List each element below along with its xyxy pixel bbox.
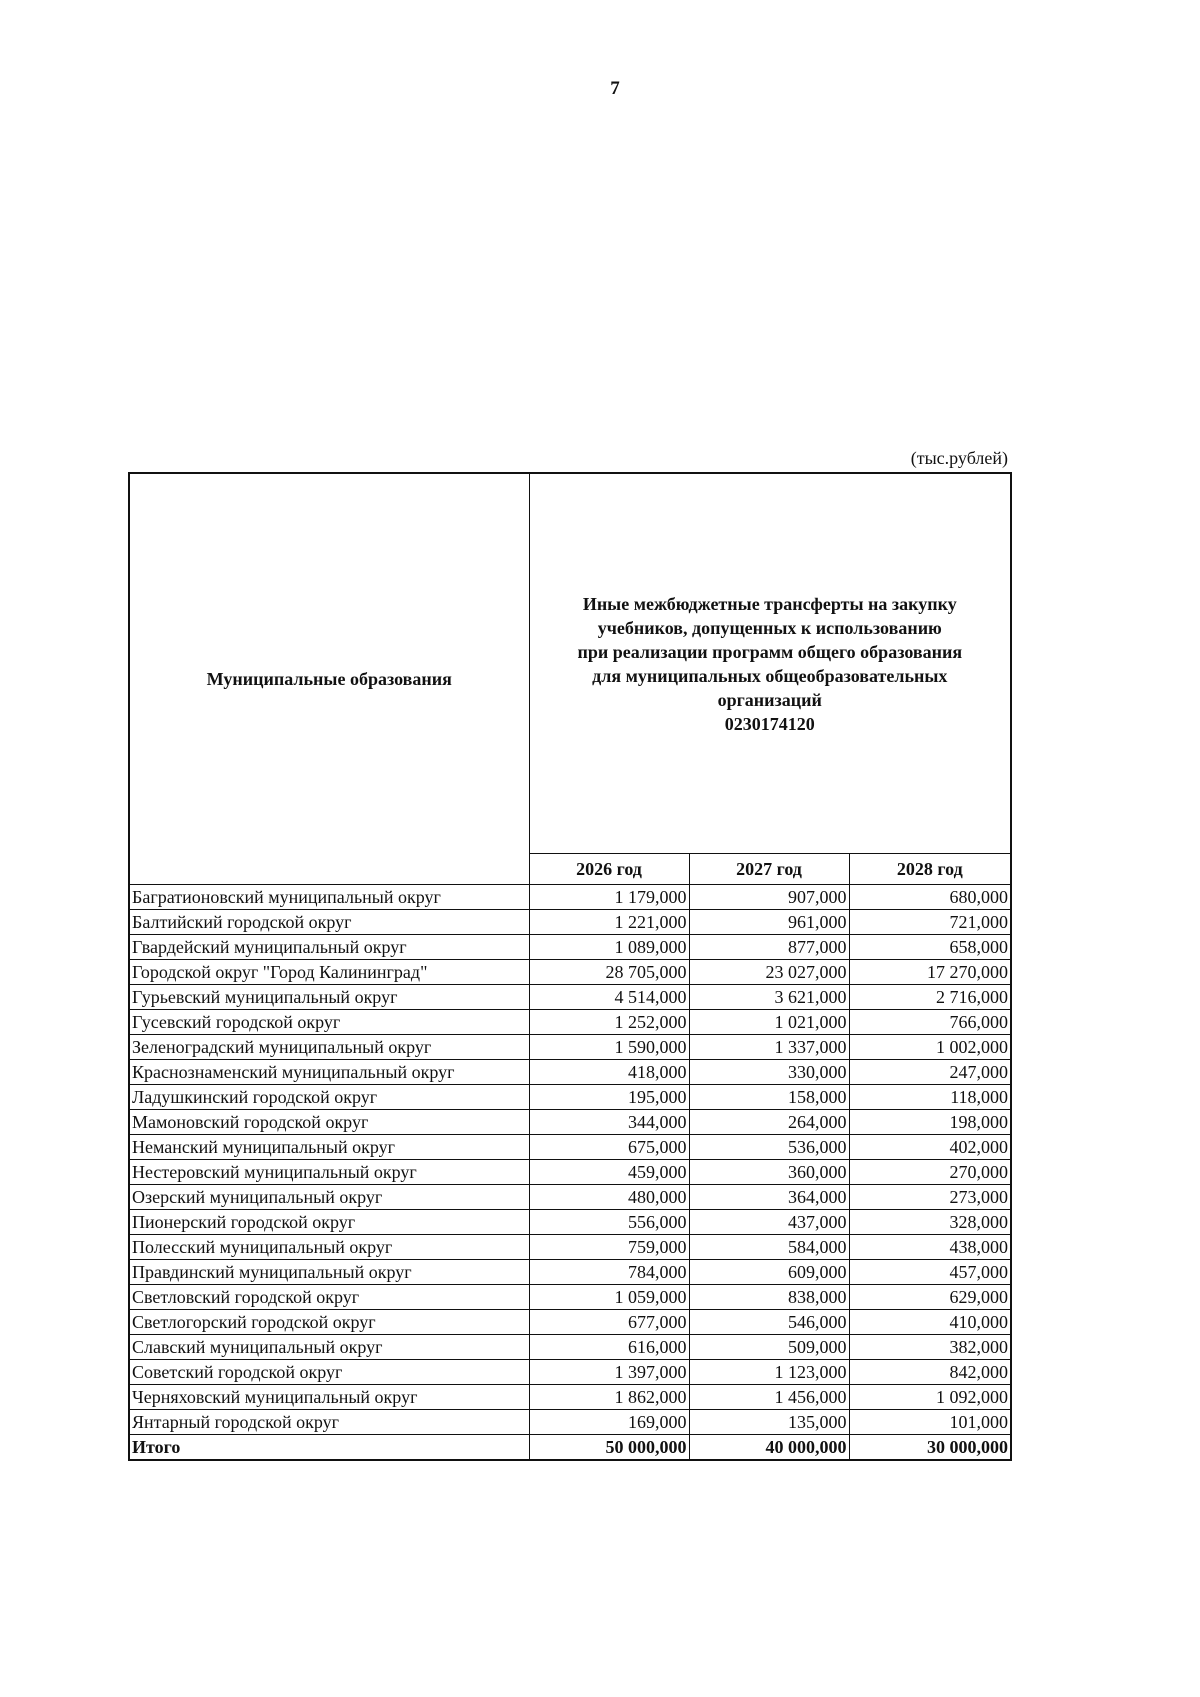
value-2027: 961,000 (689, 910, 849, 935)
transfer-header-line: Иные межбюджетные трансферты на закупку (582, 593, 957, 614)
value-2028: 766,000 (849, 1010, 1011, 1035)
table-row (129, 1060, 1011, 1085)
value-2026: 784,000 (529, 1260, 689, 1285)
table-row (129, 1160, 1011, 1185)
table-row (129, 1235, 1011, 1260)
transfer-header-line: учебников, допущенных к использованию (597, 617, 942, 638)
municipality-name: Черняховский муниципальный округ (129, 1385, 529, 1410)
total-2028: 30 000,000 (849, 1435, 1011, 1461)
table-row (129, 985, 1011, 1010)
value-2026: 1 397,000 (529, 1360, 689, 1385)
value-2027: 536,000 (689, 1135, 849, 1160)
table-row (129, 1085, 1011, 1110)
value-2027: 877,000 (689, 935, 849, 960)
value-2028: 1 002,000 (849, 1035, 1011, 1060)
value-2027: 584,000 (689, 1235, 849, 1260)
value-2027: 1 456,000 (689, 1385, 849, 1410)
value-2026: 759,000 (529, 1235, 689, 1260)
table-row (129, 1110, 1011, 1135)
value-2026: 195,000 (529, 1085, 689, 1110)
value-2026: 418,000 (529, 1060, 689, 1085)
value-2026: 677,000 (529, 1310, 689, 1335)
value-2028: 680,000 (849, 885, 1011, 910)
table-row (129, 1010, 1011, 1035)
value-2028: 629,000 (849, 1285, 1011, 1310)
municipality-name: Балтийский городской округ (129, 910, 529, 935)
municipality-name: Янтарный городской округ (129, 1410, 529, 1435)
table-row (129, 1035, 1011, 1060)
budget-code: 0230174120 (724, 713, 815, 734)
year-header-2027: 2027 год (689, 854, 849, 885)
value-2026: 4 514,000 (529, 985, 689, 1010)
page-number: 7 (610, 78, 620, 99)
value-2026: 169,000 (529, 1410, 689, 1435)
year-header-2026: 2026 год (529, 854, 689, 885)
municipality-header: Муниципальные образования (129, 473, 529, 885)
table-row (129, 1135, 1011, 1160)
value-2027: 609,000 (689, 1260, 849, 1285)
value-2028: 721,000 (849, 910, 1011, 935)
value-2027: 907,000 (689, 885, 849, 910)
value-2026: 344,000 (529, 1110, 689, 1135)
municipality-name: Гусевский городской округ (129, 1010, 529, 1035)
transfer-header-line: для муниципальных общеобразовательных (592, 665, 948, 686)
value-2028: 101,000 (849, 1410, 1011, 1435)
value-2028: 270,000 (849, 1160, 1011, 1185)
value-2028: 2 716,000 (849, 985, 1011, 1010)
table-row (129, 1360, 1011, 1385)
value-2027: 1 337,000 (689, 1035, 849, 1060)
table-row (129, 960, 1011, 985)
value-2028: 118,000 (849, 1085, 1011, 1110)
value-2027: 158,000 (689, 1085, 849, 1110)
municipality-name: Городской округ "Город Калининград" (129, 960, 529, 985)
value-2026: 459,000 (529, 1160, 689, 1185)
value-2027: 838,000 (689, 1285, 849, 1310)
value-2026: 556,000 (529, 1210, 689, 1235)
value-2026: 1 179,000 (529, 885, 689, 910)
value-2028: 382,000 (849, 1335, 1011, 1360)
value-2026: 1 252,000 (529, 1010, 689, 1035)
value-2027: 1 021,000 (689, 1010, 849, 1035)
value-2028: 402,000 (849, 1135, 1011, 1160)
value-2028: 1 092,000 (849, 1385, 1011, 1410)
transfer-header (529, 473, 1011, 854)
municipality-name: Славский муниципальный округ (129, 1335, 529, 1360)
total-row (129, 1435, 1011, 1461)
total-label: Итого (129, 1435, 529, 1461)
value-2026: 1 089,000 (529, 935, 689, 960)
municipality-name: Гвардейский муниципальный округ (129, 935, 529, 960)
total-2026: 50 000,000 (529, 1435, 689, 1461)
table-row (129, 885, 1011, 910)
municipality-name: Нестеровский муниципальный округ (129, 1160, 529, 1185)
value-2028: 198,000 (849, 1110, 1011, 1135)
value-2026: 480,000 (529, 1185, 689, 1210)
table-row (129, 1185, 1011, 1210)
value-2027: 3 621,000 (689, 985, 849, 1010)
value-2026: 28 705,000 (529, 960, 689, 985)
year-header-2028: 2028 год (849, 854, 1011, 885)
value-2026: 1 221,000 (529, 910, 689, 935)
value-2027: 437,000 (689, 1210, 849, 1235)
municipality-name: Советский городской округ (129, 1360, 529, 1385)
table-row (129, 1410, 1011, 1435)
municipality-name: Мамоновский городской округ (129, 1110, 529, 1135)
value-2027: 509,000 (689, 1335, 849, 1360)
transfer-header-line: при реализации программ общего образования (577, 641, 963, 662)
value-2028: 842,000 (849, 1360, 1011, 1385)
municipality-name: Светловский городской округ (129, 1285, 529, 1310)
value-2028: 457,000 (849, 1260, 1011, 1285)
value-2027: 264,000 (689, 1110, 849, 1135)
value-2027: 135,000 (689, 1410, 849, 1435)
table-row (129, 1310, 1011, 1335)
value-2028: 273,000 (849, 1185, 1011, 1210)
value-2026: 1 059,000 (529, 1285, 689, 1310)
units-label: (тыс.рублей) (910, 448, 1008, 468)
table-row (129, 1260, 1011, 1285)
municipality-name: Правдинский муниципальный округ (129, 1260, 529, 1285)
table-row (129, 1210, 1011, 1235)
value-2027: 360,000 (689, 1160, 849, 1185)
table-row (129, 1385, 1011, 1410)
value-2028: 410,000 (849, 1310, 1011, 1335)
municipality-name: Ладушкинский городской округ (129, 1085, 529, 1110)
value-2026: 675,000 (529, 1135, 689, 1160)
value-2027: 23 027,000 (689, 960, 849, 985)
municipality-name: Неманский муниципальный округ (129, 1135, 529, 1160)
transfers-table (128, 472, 1012, 1461)
transfer-header-line: организаций (717, 689, 822, 710)
municipality-name: Полесский муниципальный округ (129, 1235, 529, 1260)
municipality-name: Пионерский городской округ (129, 1210, 529, 1235)
table-row (129, 935, 1011, 960)
value-2027: 364,000 (689, 1185, 849, 1210)
table-row (129, 910, 1011, 935)
value-2026: 1 590,000 (529, 1035, 689, 1060)
table-row (129, 1335, 1011, 1360)
table-body (129, 885, 1011, 1461)
municipality-name: Гурьевский муниципальный округ (129, 985, 529, 1010)
value-2027: 546,000 (689, 1310, 849, 1335)
table-row (129, 1285, 1011, 1310)
municipality-name: Краснознаменский муниципальный округ (129, 1060, 529, 1085)
value-2026: 616,000 (529, 1335, 689, 1360)
header-row (129, 473, 1011, 854)
value-2028: 17 270,000 (849, 960, 1011, 985)
municipality-name: Багратионовский муниципальный округ (129, 885, 529, 910)
value-2028: 438,000 (849, 1235, 1011, 1260)
value-2027: 1 123,000 (689, 1360, 849, 1385)
value-2027: 330,000 (689, 1060, 849, 1085)
value-2028: 328,000 (849, 1210, 1011, 1235)
value-2026: 1 862,000 (529, 1385, 689, 1410)
municipality-name: Зеленоградский муниципальный округ (129, 1035, 529, 1060)
municipality-name: Озерский муниципальный округ (129, 1185, 529, 1210)
municipality-name: Светлогорский городской округ (129, 1310, 529, 1335)
total-2027: 40 000,000 (689, 1435, 849, 1461)
value-2028: 658,000 (849, 935, 1011, 960)
value-2028: 247,000 (849, 1060, 1011, 1085)
